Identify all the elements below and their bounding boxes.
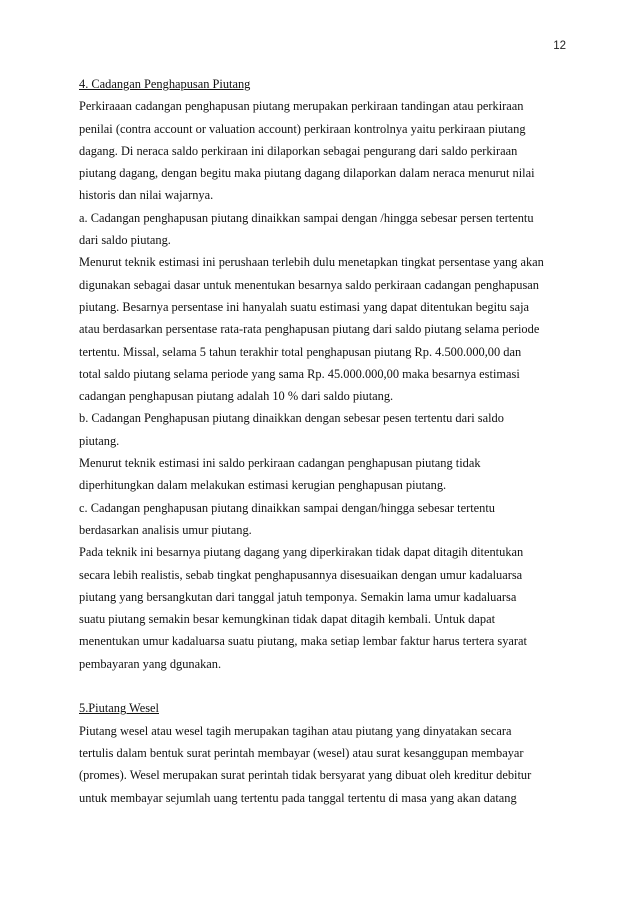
text-line: (promes). Wesel merupakan surat perintah tidak bersyarat yang dibuat oleh kreditur debitur [79, 768, 532, 783]
text-line: b. Cadangan Penghapusan piutang dinaikkan dengan sebesar pesen tertentu dari saldo [79, 411, 504, 426]
text-line: Piutang wesel atau wesel tagih merupakan tagihan atau piutang yang dinyatakan secara [79, 723, 512, 738]
text-line: suatu piutang semakin besar kemungkinan tidak dapat ditagih kembali. Untuk dapat [79, 612, 496, 627]
text-line: historis dan nilai wajarnya. [79, 188, 214, 203]
text-line: Pada teknik ini besarnya piutang dagang yang diperkirakan tidak dapat ditagih ditentukan [79, 545, 524, 560]
text-line: Menurut teknik estimasi ini saldo perkiraan cadangan penghapusan piutang tidak [79, 456, 481, 471]
text-line: tertulis dalam bentuk surat perintah membayar (wesel) atau surat kesanggupan membayar [79, 745, 524, 760]
section-heading: 5.Piutang Wesel [79, 701, 159, 716]
text-line: diperhitungkan dalam melakukan estimasi kerugian penghapusan piutang. [79, 478, 447, 493]
text-line: pembayaran yang dgunakan. [79, 656, 222, 671]
text-line: berdasarkan analisis umur piutang. [79, 522, 252, 537]
text-line: digunakan sebagai dasar untuk menentukan besarnya saldo perkiraan cadangan penghapusan [79, 277, 540, 292]
section-piutang-wesel [79, 697, 567, 808]
text-line: piutang dagang, dengan begitu maka piutang dagang dilaporkan dalam neraca menurut nilai [79, 166, 535, 181]
text-line: a. Cadangan penghapusan piutang dinaikkan sampai dengan /hingga sebesar persen tertentu [79, 210, 534, 225]
text-line: c. Cadangan penghapusan piutang dinaikkan sampai dengan/hingga sebesar tertentu [79, 500, 495, 515]
text-line: dari saldo piutang. [79, 233, 171, 248]
text-line: piutang. Besarnya persentase ini hanyalah suatu estimasi yang dapat ditentukan begitu saja [79, 299, 530, 314]
text-line: tertentu. Missal, selama 5 tahun terakhir total penghapusan piutang Rp. 4.500.000,00 dan [79, 344, 522, 359]
text-line: penilai (contra account or valuation account) perkiraan kontrolnya yaitu perkiraan piutang [79, 121, 526, 136]
document-body [79, 73, 567, 809]
section-heading: 4. Cadangan Penghapusan Piutang [79, 77, 251, 91]
section-cadangan-penghapusan-piutang [79, 73, 567, 675]
text-line: atau berdasarkan persentase rata-rata penghapusan piutang dari saldo piutang selama periode [79, 322, 540, 337]
text-line: cadangan penghapusan piutang adalah 10 % dari saldo piutang. [79, 389, 394, 404]
text-line: total saldo piutang selama periode yang sama Rp. 45.000.000,00 maka besarnya estimasi [79, 366, 520, 381]
text-line: menentukan umur kadaluarsa suatu piutang, maka setiap lembar faktur harus tertera syarat [79, 634, 527, 649]
text-line: piutang yang bersangkutan dari tanggal jatuh temponya. Semakin lama umur kadaluarsa [79, 589, 517, 604]
paragraph-gap [79, 675, 567, 697]
text-line: untuk membayar sejumlah uang tertentu pada tanggal tertentu di masa yang akan datang [79, 790, 517, 805]
text-line: piutang. [79, 433, 120, 448]
text-line: dagang. Di neraca saldo perkiraan ini dilaporkan sebagai pengurang dari saldo perkiraan [79, 143, 518, 158]
text-line: Menurut teknik estimasi ini perushaan terlebih dulu menetapkan tingkat persentase yang akan [79, 255, 544, 270]
page-number: 12 [553, 40, 566, 52]
text-line: secara lebih realistis, sebab tingkat penghapusannya disesuaikan dengan umur kadaluarsa [79, 567, 523, 582]
text-line: Perkiraaan cadangan penghapusan piutang merupakan perkiraan tandingan atau perkiraan [79, 99, 524, 114]
